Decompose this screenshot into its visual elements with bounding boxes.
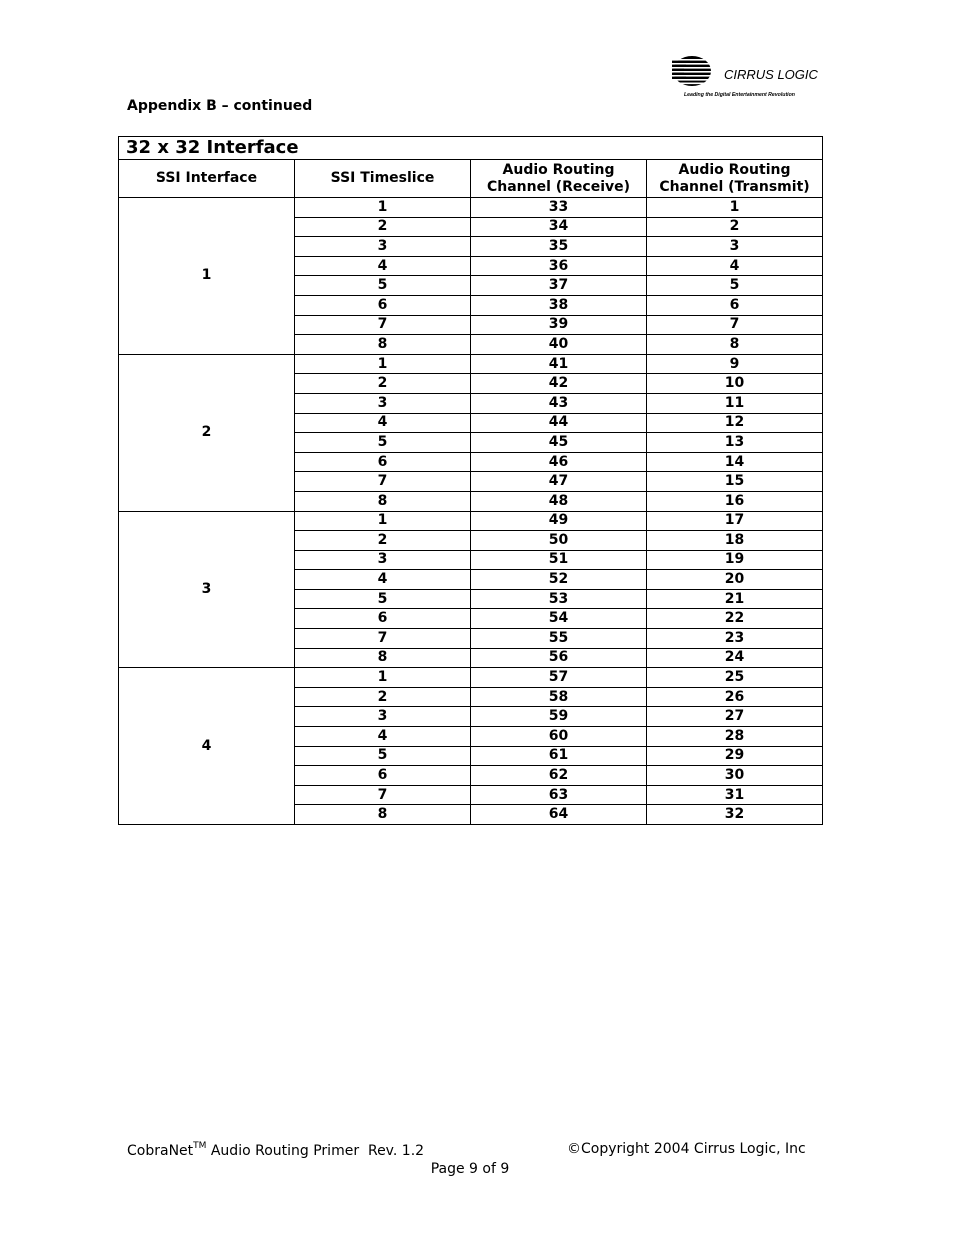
receive-channel-cell: 44 — [471, 413, 647, 433]
receive-channel-cell: 36 — [471, 256, 647, 276]
transmit-channel-cell: 12 — [647, 413, 823, 433]
table-title: 32 x 32 Interface — [119, 137, 823, 160]
ssi-timeslice-cell: 4 — [295, 256, 471, 276]
ssi-timeslice-cell: 4 — [295, 413, 471, 433]
ssi-timeslice-cell: 3 — [295, 550, 471, 570]
logo-mark-icon — [672, 56, 716, 86]
ssi-timeslice-cell: 2 — [295, 687, 471, 707]
ssi-timeslice-cell: 1 — [295, 511, 471, 531]
ssi-timeslice-cell: 8 — [295, 648, 471, 668]
receive-channel-cell: 33 — [471, 198, 647, 218]
receive-channel-cell: 55 — [471, 629, 647, 649]
ssi-timeslice-cell: 8 — [295, 491, 471, 511]
table-row — [119, 354, 823, 374]
transmit-channel-cell: 6 — [647, 295, 823, 315]
receive-channel-cell: 62 — [471, 766, 647, 786]
receive-channel-cell: 49 — [471, 511, 647, 531]
ssi-timeslice-cell: 5 — [295, 276, 471, 296]
ssi-timeslice-cell: 3 — [295, 393, 471, 413]
ssi-timeslice-cell: 8 — [295, 335, 471, 355]
receive-channel-cell: 34 — [471, 217, 647, 237]
table-row — [119, 511, 823, 531]
ssi-timeslice-cell: 4 — [295, 570, 471, 590]
receive-channel-cell: 41 — [471, 354, 647, 374]
ssi-timeslice-cell: 7 — [295, 785, 471, 805]
transmit-channel-cell: 4 — [647, 256, 823, 276]
footer-page-number: Page 9 of 9 — [430, 1161, 510, 1177]
ssi-interface-cell: 4 — [119, 668, 295, 825]
transmit-channel-cell: 27 — [647, 707, 823, 727]
transmit-channel-cell: 32 — [647, 805, 823, 825]
transmit-channel-cell: 2 — [647, 217, 823, 237]
transmit-channel-cell: 14 — [647, 452, 823, 472]
receive-channel-cell: 35 — [471, 237, 647, 257]
ssi-timeslice-cell: 7 — [295, 472, 471, 492]
receive-channel-cell: 45 — [471, 433, 647, 453]
footer-doc-title: Audio Routing Primer Rev. 1.2 — [206, 1143, 425, 1159]
routing-table — [118, 136, 823, 825]
transmit-channel-cell: 15 — [647, 472, 823, 492]
transmit-channel-cell: 25 — [647, 668, 823, 688]
ssi-timeslice-cell: 1 — [295, 668, 471, 688]
receive-channel-cell: 50 — [471, 531, 647, 551]
receive-channel-cell: 57 — [471, 668, 647, 688]
receive-channel-cell: 64 — [471, 805, 647, 825]
receive-channel-cell: 60 — [471, 727, 647, 747]
transmit-channel-cell: 26 — [647, 687, 823, 707]
transmit-channel-cell: 9 — [647, 354, 823, 374]
ssi-timeslice-cell: 1 — [295, 198, 471, 218]
logo-tagline: Leading the Digital Entertainment Revolution — [684, 92, 795, 98]
receive-channel-cell: 40 — [471, 335, 647, 355]
ssi-timeslice-cell: 3 — [295, 237, 471, 257]
ssi-timeslice-cell: 7 — [295, 315, 471, 335]
table-header-row — [119, 160, 823, 198]
transmit-channel-cell: 7 — [647, 315, 823, 335]
ssi-timeslice-cell: 5 — [295, 589, 471, 609]
ssi-timeslice-cell: 6 — [295, 609, 471, 629]
transmit-channel-cell: 31 — [647, 785, 823, 805]
ssi-timeslice-cell: 6 — [295, 766, 471, 786]
receive-channel-cell: 42 — [471, 374, 647, 394]
trademark-mark: TM — [193, 1141, 207, 1151]
transmit-channel-cell: 20 — [647, 570, 823, 590]
transmit-channel-cell: 22 — [647, 609, 823, 629]
receive-channel-cell: 38 — [471, 295, 647, 315]
footer-product: CobraNet — [127, 1143, 194, 1159]
transmit-channel-cell: 29 — [647, 746, 823, 766]
transmit-channel-cell: 18 — [647, 531, 823, 551]
ssi-interface-cell: 3 — [119, 511, 295, 668]
receive-channel-cell: 43 — [471, 393, 647, 413]
column-header: Audio Routing Channel (Receive) — [471, 160, 647, 198]
transmit-channel-cell: 23 — [647, 629, 823, 649]
transmit-channel-cell: 8 — [647, 335, 823, 355]
transmit-channel-cell: 28 — [647, 727, 823, 747]
ssi-timeslice-cell: 6 — [295, 295, 471, 315]
transmit-channel-cell: 30 — [647, 766, 823, 786]
ssi-timeslice-cell: 1 — [295, 354, 471, 374]
receive-channel-cell: 48 — [471, 491, 647, 511]
logo-wordmark: CIRRUS LOGIC — [724, 67, 818, 82]
company-logo — [672, 55, 822, 101]
transmit-channel-cell: 16 — [647, 491, 823, 511]
transmit-channel-cell: 24 — [647, 648, 823, 668]
footer-document-title — [127, 1141, 424, 1159]
section-heading: Appendix B – continued — [127, 98, 313, 114]
transmit-channel-cell: 17 — [647, 511, 823, 531]
transmit-channel-cell: 21 — [647, 589, 823, 609]
ssi-timeslice-cell: 5 — [295, 433, 471, 453]
receive-channel-cell: 61 — [471, 746, 647, 766]
receive-channel-cell: 59 — [471, 707, 647, 727]
transmit-channel-cell: 1 — [647, 198, 823, 218]
table-row — [119, 668, 823, 688]
transmit-channel-cell: 11 — [647, 393, 823, 413]
table-row — [119, 198, 823, 218]
ssi-timeslice-cell: 2 — [295, 217, 471, 237]
receive-channel-cell: 58 — [471, 687, 647, 707]
ssi-interface-cell: 2 — [119, 354, 295, 511]
receive-channel-cell: 53 — [471, 589, 647, 609]
ssi-timeslice-cell: 2 — [295, 531, 471, 551]
ssi-timeslice-cell: 3 — [295, 707, 471, 727]
transmit-channel-cell: 10 — [647, 374, 823, 394]
ssi-timeslice-cell: 7 — [295, 629, 471, 649]
column-header: Audio Routing Channel (Transmit) — [647, 160, 823, 198]
receive-channel-cell: 52 — [471, 570, 647, 590]
transmit-channel-cell: 13 — [647, 433, 823, 453]
receive-channel-cell: 46 — [471, 452, 647, 472]
column-header: SSI Interface — [119, 160, 295, 198]
receive-channel-cell: 54 — [471, 609, 647, 629]
column-header: SSI Timeslice — [295, 160, 471, 198]
ssi-timeslice-cell: 4 — [295, 727, 471, 747]
transmit-channel-cell: 5 — [647, 276, 823, 296]
receive-channel-cell: 39 — [471, 315, 647, 335]
receive-channel-cell: 51 — [471, 550, 647, 570]
ssi-timeslice-cell: 2 — [295, 374, 471, 394]
ssi-timeslice-cell: 5 — [295, 746, 471, 766]
ssi-interface-cell: 1 — [119, 198, 295, 355]
receive-channel-cell: 63 — [471, 785, 647, 805]
footer-copyright: ©Copyright 2004 Cirrus Logic, Inc — [567, 1141, 806, 1157]
transmit-channel-cell: 3 — [647, 237, 823, 257]
ssi-timeslice-cell: 6 — [295, 452, 471, 472]
receive-channel-cell: 47 — [471, 472, 647, 492]
ssi-timeslice-cell: 8 — [295, 805, 471, 825]
receive-channel-cell: 56 — [471, 648, 647, 668]
receive-channel-cell: 37 — [471, 276, 647, 296]
transmit-channel-cell: 19 — [647, 550, 823, 570]
